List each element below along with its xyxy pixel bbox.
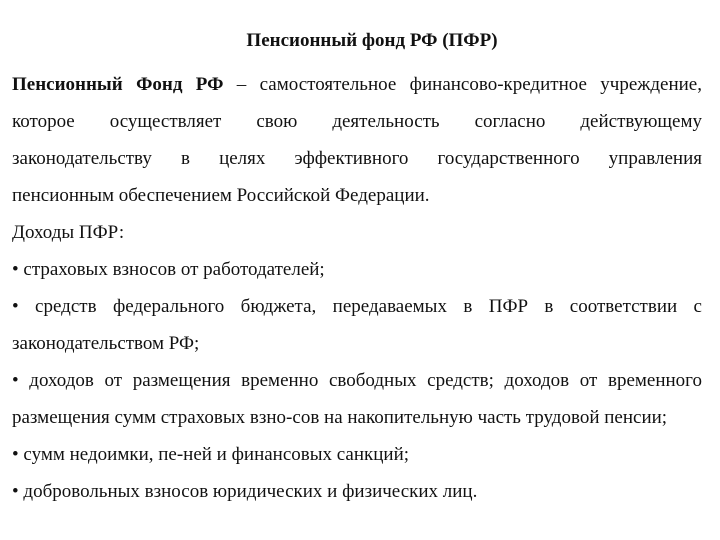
definition-line-4: пенсионным обеспечением Российской Федерации. bbox=[12, 185, 430, 206]
list-item-continuation: размещения сумм страховых взно-сов на накопительную часть трудовой пенсии; bbox=[12, 407, 668, 428]
definition-paragraph bbox=[12, 66, 702, 214]
income-heading: Доходы ПФР: bbox=[12, 222, 125, 243]
page-title: Пенсионный фонд РФ (ПФР) bbox=[246, 30, 498, 51]
slide bbox=[12, 0, 702, 540]
list-item: • сумм недоимки, пе-ней и финансовых санкций; bbox=[12, 444, 410, 465]
list-item: • страховых взносов от работодателей; bbox=[12, 259, 325, 280]
definition-line-1 bbox=[12, 66, 702, 103]
list-item: • добровольных взносов юридических и физических лиц. bbox=[12, 481, 478, 502]
definition-line-1-rest: – самостоятельное финансово-кредитное учреждение, bbox=[223, 74, 702, 95]
slide-body bbox=[12, 66, 702, 510]
definition-term: Пенсионный Фонд РФ bbox=[12, 74, 224, 95]
list-item: • средств федерального бюджета, передаваемых в ПФР в соответствии с bbox=[12, 296, 702, 317]
list-item: • доходов от размещения временно свободных средств; доходов от временного bbox=[12, 370, 702, 391]
income-list bbox=[12, 251, 702, 510]
list-item-continuation: законодательством РФ; bbox=[12, 333, 200, 354]
definition-line-3: законодательству в целях эффективного государственного управления bbox=[12, 148, 702, 169]
definition-line-2: которое осуществляет свою деятельность согласно действующему bbox=[12, 111, 702, 132]
